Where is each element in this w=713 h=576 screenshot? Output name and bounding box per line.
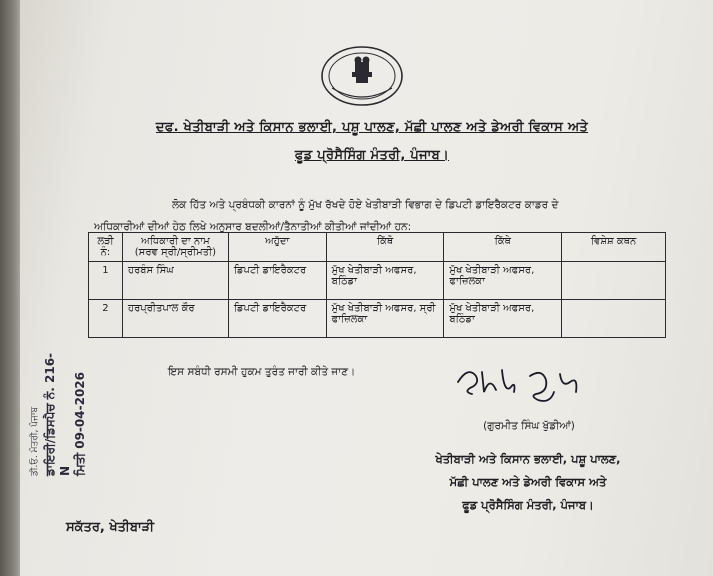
transfer-table	[88, 232, 666, 338]
cell-from: ਮੁੱਖ ਖੇਤੀਬਾੜੀ ਅਫਸਰ, ਸ੍ਰੀ ਫਾਜ਼ਿਲਕਾ	[326, 300, 444, 338]
header-title-line2: ਫੂਡ ਪ੍ਰੋਸੈਸਿੰਗ ਮੰਤਰੀ, ਪੰਜਾਬ।	[294, 148, 450, 163]
diary-stamp	[28, 346, 88, 476]
column-header-name	[122, 233, 228, 262]
cell-to: ਮੁੱਖ ਖੇਤੀਬਾੜੀ ਅਫਸਰ, ਬਠਿੰਡਾ	[444, 300, 562, 338]
column-header-rank: ਅਹੁੱਦਾ	[228, 233, 326, 262]
signatory-designation	[388, 448, 668, 517]
table-header-row	[89, 233, 666, 262]
cell-rank: ਡਿਪਟੀ ਡਾਇਰੈਕਟਰ	[228, 262, 326, 300]
cell-name: ਹਰਬੰਸ ਸਿੰਘ	[122, 262, 228, 300]
cell-from: ਮੁੱਖ ਖੇਤੀਬਾੜੀ ਅਫਸਰ, ਬਠਿੰਡਾ	[326, 262, 444, 300]
column-header-name-sub: (ਸਰਵ ਸ੍ਰੀ/ਸ੍ਰੀਮਤੀ)	[134, 247, 216, 258]
stamp-line2: ਡਾਇਰੀ/ਡਿਸਪੈਚ ਨੰ. 216-N	[43, 352, 72, 476]
designation-line1: ਖੇਤੀਬਾੜੀ ਅਤੇ ਕਿਸਾਨ ਭਲਾਈ, ਪਸ਼ੂ ਪਾਲਣ,	[435, 452, 621, 466]
copy-to-recipient: ਸਕੱਤਰ, ਖੇਤੀਬਾੜੀ	[66, 520, 155, 535]
table-row	[89, 262, 666, 300]
column-header-from: ਕਿੱਥੋ	[326, 233, 444, 262]
intro-line1: ਲੋਕ ਹਿੱਤ ਅਤੇ ਪ੍ਰਬੰਧਕੀ ਕਾਰਨਾਂ ਨੂੰ ਮੁੱਖ ਰੱਖਦੇ ਹੋਏ ਖੇਤੀਬਾੜੀ ਵਿਭਾਗ ਦੇ ਡਿਪਟੀ ਡਾਇਰੈਕਟਰ ਕਾਡਰ ਦੇ	[172, 199, 559, 211]
designation-line2: ਮੱਛੀ ਪਾਲਣ ਅਤੇ ਡੇਅਰੀ ਵਿਕਾਸ ਅਤੇ	[449, 475, 607, 489]
cell-sr: 2	[89, 300, 123, 338]
cell-rank: ਡਿਪਟੀ ਡਾਇਰੈਕਟਰ	[228, 300, 326, 338]
header-title-line1: ਦਫ. ਖੇਤੀਬਾੜੀ ਅਤੇ ਕਿਸਾਨ ਭਲਾਈ, ਪਸ਼ੂ ਪਾਲਣ, ਮੱਛੀ ਪਾਲਣ ਅਤੇ ਡੇਅਰੀ ਵਿਕਾਸ ਅਤੇ	[155, 120, 589, 135]
government-emblem-icon	[318, 44, 406, 108]
cell-remarks	[562, 262, 666, 300]
column-header-name-label: ਅਧਿਕਾਰੀ ਦਾ ਨਾਮ	[141, 236, 210, 247]
cell-to: ਮੁੱਖ ਖੇਤੀਬਾੜੀ ਅਫਸਰ, ਫਾਜ਼ਿਲਕਾ	[444, 262, 562, 300]
stamp-line1: ਡੀ.ਓ. ਮੰਤਰੀ, ਪੰਜਾਬ	[30, 406, 40, 476]
column-header-to: ਕਿੱਥੇ	[444, 233, 562, 262]
signatory-name: (ਗੁਰਮੀਤ ਸਿੰਘ ਖੁੱਡੀਆਂ)	[483, 420, 575, 432]
cell-sr: 1	[89, 262, 123, 300]
signature-icon	[450, 362, 600, 412]
designation-line3: ਫੂਡ ਪ੍ਰੋਸੈਸਿੰਗ ਮੰਤਰੀ, ਪੰਜਾਬ।	[462, 498, 594, 512]
cell-name: ਹਰਪ੍ਰੀਤਪਾਲ ਕੌਰ	[122, 300, 228, 338]
table-row	[89, 300, 666, 338]
order-note: ਇਸ ਸਬੰਧੀ ਰਸਮੀ ਹੁਕਮ ਤੁਰੰਤ ਜਾਰੀ ਕੀਤੇ ਜਾਣ।	[168, 366, 356, 378]
column-header-sr: ਲੜੀ ਨੰ:	[89, 233, 123, 262]
intro-line2: ਅਧਿਕਾਰੀਆਂ ਦੀਆਂ ਹੇਠ ਲਿਖੇ ਅਨੁਸਾਰ ਬਦਲੀਆਂ/ਤੈਨਾਤੀਆਂ ਕੀਤੀਆਂ ਜਾਂਦੀਆਂ ਹਨ:	[94, 221, 412, 233]
diary-stamp-text	[28, 346, 88, 476]
cell-remarks	[562, 300, 666, 338]
column-header-remarks: ਵਿਸ਼ੇਸ਼ ਕਥਨ	[562, 233, 666, 262]
stamp-line3: ਮਿਤੀ 09-04-2026	[73, 372, 87, 476]
